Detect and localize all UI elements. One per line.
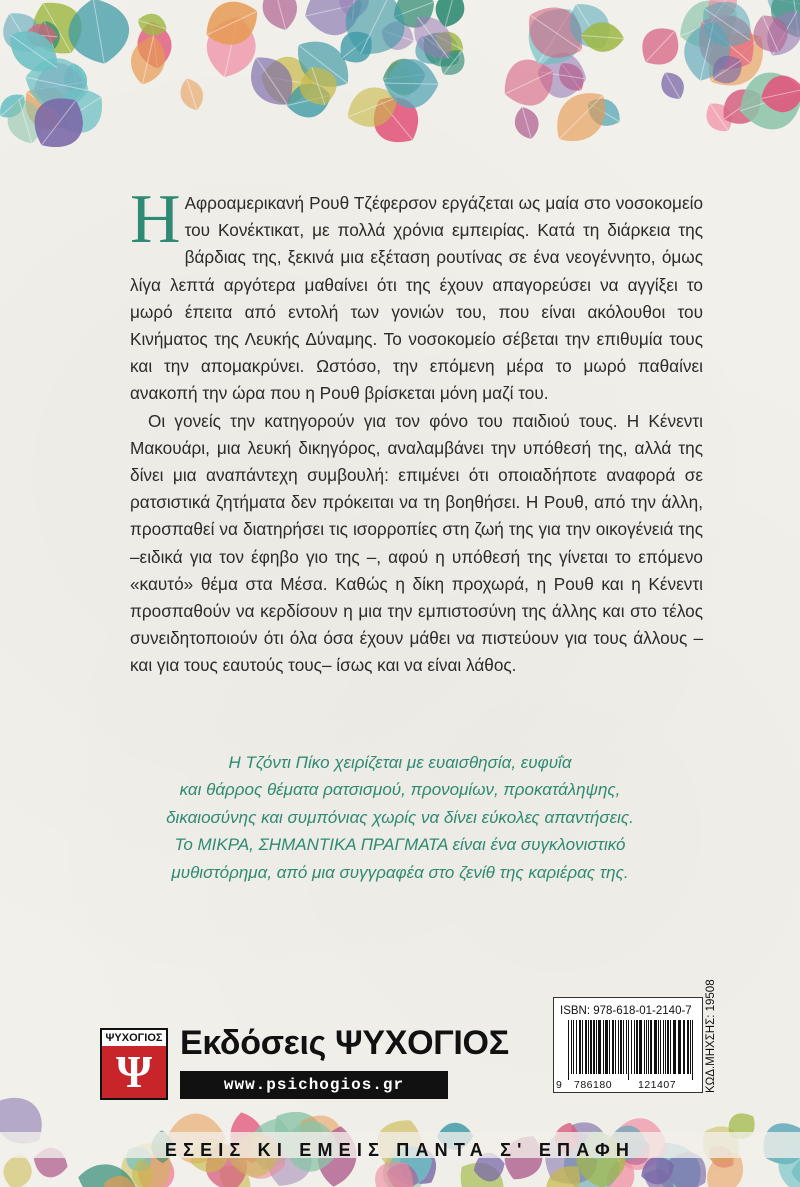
- barcode-bar: [636, 1020, 638, 1074]
- barcode-bar: [576, 1020, 577, 1074]
- barcode-bar: [692, 1020, 693, 1080]
- barcode-bar: [690, 1020, 691, 1074]
- blurb-line: μυθιστόρημα, από μια συγγραφέα στο ζενίθ της καριέρας της.: [171, 862, 629, 882]
- barcode-bar: [590, 1020, 592, 1074]
- barcode-bar: [609, 1020, 610, 1074]
- barcode-bar: [660, 1020, 661, 1074]
- barcode-bar: [585, 1020, 587, 1074]
- leaf: [511, 104, 543, 142]
- barcode-digits-right: 121407: [638, 1079, 677, 1091]
- barcode-bar: [603, 1020, 604, 1074]
- barcode-bar: [658, 1020, 659, 1074]
- barcode-bar: [618, 1020, 619, 1074]
- barcode-bar: [626, 1020, 627, 1074]
- synopsis-paragraph-1: [130, 181, 703, 408]
- blurb-line: Το ΜΙΚΡΑ, ΣΗΜΑΝΤΙΚΑ ΠΡΑΓΜΑΤΑ είναι ένα συγκλονιστικό: [174, 835, 626, 855]
- barcode-bar: [683, 1020, 685, 1074]
- barcode-bar: [667, 1020, 669, 1074]
- publisher-name: Εκδόσεις ΨΥΧΟΓΙΟΣ: [180, 1024, 509, 1062]
- barcode-bar: [665, 1020, 666, 1074]
- barcode-bar: [582, 1020, 583, 1074]
- paragraph-1-text: Αφροαμερικανή Ρουθ Τζέφερσον εργάζεται ως μαία στο νοσοκομείο του Κονέκτικατ, με πολλά χρόνια εμπειρίας. Κατά τη διάρκεια της βάρδιας της, ξεκινά μια εξέταση ρουτίνας σε ένα νεογέννητο, όμως λίγα λεπτά αργότερα μαθαίνει ότι της έχουν απαγορεύσει να αγγίξει το μωρό έπειτα από εντολή των γονιών του, που είναι ακόλουθοι του Κινήματος της Λευκής Δύναμης. Το νοσοκομείο σέβεται την επιθυμία τους και την απομακρύνει. Ωστόσο, την επόμενη μέρα το μωρό παθαίνει ανακοπή την ώρα που η Ρουθ βρίσκεται μόνη μαζί του.: [130, 193, 703, 404]
- barcode-bar: [573, 1020, 574, 1074]
- barcode-bar: [588, 1020, 589, 1074]
- barcode-bar: [631, 1020, 632, 1074]
- isbn-number: ISBN: 978-618-01-2140-7: [560, 1005, 692, 1017]
- barcode-bar: [615, 1020, 616, 1074]
- leaves-border-top: [0, 0, 800, 150]
- drop-cap: Η: [130, 181, 181, 258]
- barcode-bar: [571, 1020, 572, 1074]
- barcode-bar: [654, 1020, 657, 1074]
- barcode-bar: [612, 1020, 614, 1074]
- barcode-bar: [579, 1020, 581, 1074]
- barcode-bar: [598, 1020, 601, 1074]
- barcode-bar: [673, 1020, 676, 1074]
- barcode-bar: [687, 1020, 689, 1074]
- barcode-bar: [670, 1020, 671, 1074]
- publisher-slogan: ΕΣΕΙΣ ΚΙ ΕΜΕΙΣ ΠΑΝΤΑ Σ' ΕΠΑΦΗ: [164, 1140, 636, 1160]
- psi-logo-icon: Ψ: [102, 1046, 166, 1098]
- review-blurb: [100, 749, 700, 886]
- barcode-bar: [644, 1020, 645, 1074]
- barcode-bar: [648, 1020, 649, 1074]
- barcode-bar: [596, 1020, 597, 1074]
- barcode-digits-left: 786180: [574, 1079, 613, 1091]
- synopsis-paragraph-2: Οι γονείς την κατηγορούν για τον φόνο του παιδιού τους. Η Κένεντι Μακουάρι, μια λευκή δικηγόρος, αναλαμβάνει την υπόθεσή της, αλλά της δίνει μια αναπάντεχη συμβουλή: επιμένει ότι οποιαδήποτε αναφορά σε ρατσιστικά ζητήματα δεν πρόκειται να τη βοηθήσει. Η Ρουθ, από την άλλη, προσπαθεί να διατηρήσει τις ισορροπίες στη ζωή της για την οικογένειά της –ειδικά για τον έφηβο γιο της –, αφού η υπόθεσή της γίνεται το επόμενο «καυτό» θέμα στα Μέσα. Καθώς η δίκη προχωρά, η Ρουθ και η Κένεντι προσπαθούν να κερδίσουν η μια την εμπιστοσύνη της άλλης και στο τέλος συνειδητοποιούν ότι όλα όσα έχουν μάθει να πιστεύουν για τους άλλους –και για τους εαυτούς τους– ίσως και να είναι λάθος.: [130, 410, 703, 676]
- leaf: [176, 75, 207, 113]
- synopsis-text: [130, 181, 703, 680]
- barcode-digit-first: 9: [556, 1079, 562, 1091]
- leaf: [656, 67, 690, 104]
- barcode-bar: [678, 1020, 681, 1074]
- barcode-bar: [605, 1020, 608, 1074]
- barcode-bar: [593, 1020, 595, 1074]
- blurb-line: δικαιοσύνης και συμπόνιας χωρίς να δίνει εύκολες απαντήσεις.: [166, 807, 634, 827]
- leaf: [257, 0, 302, 34]
- product-code: ΚΩΔ.ΜΗΧΣΗΣ: 19508: [705, 979, 717, 1093]
- logo-label: ΨΥΧΟΓΙΟΣ: [102, 1030, 166, 1046]
- barcode-bar: [650, 1020, 652, 1074]
- barcode-bar: [639, 1020, 642, 1074]
- barcode-bar: [620, 1020, 622, 1074]
- barcode-bar: [623, 1020, 624, 1074]
- publisher-logo: [100, 1028, 168, 1100]
- barcode-bar: [634, 1020, 635, 1074]
- barcode-bar: [663, 1020, 664, 1074]
- leaf: [632, 18, 688, 74]
- barcode-bar: [646, 1020, 647, 1074]
- blurb-line: και θάρρος θέματα ρατσισμού, προνομίων, προκατάληψης,: [179, 780, 621, 800]
- barcode-bar: [568, 1020, 569, 1080]
- isbn-barcode: [553, 997, 703, 1093]
- barcode-bars: [560, 1020, 698, 1080]
- barcode-bar: [628, 1020, 629, 1080]
- publisher-website: www.psichogios.gr: [180, 1071, 448, 1099]
- blurb-line: Η Τζόντι Πίκο χειρίζεται με ευαισθησία, ευφυΐα: [228, 753, 572, 772]
